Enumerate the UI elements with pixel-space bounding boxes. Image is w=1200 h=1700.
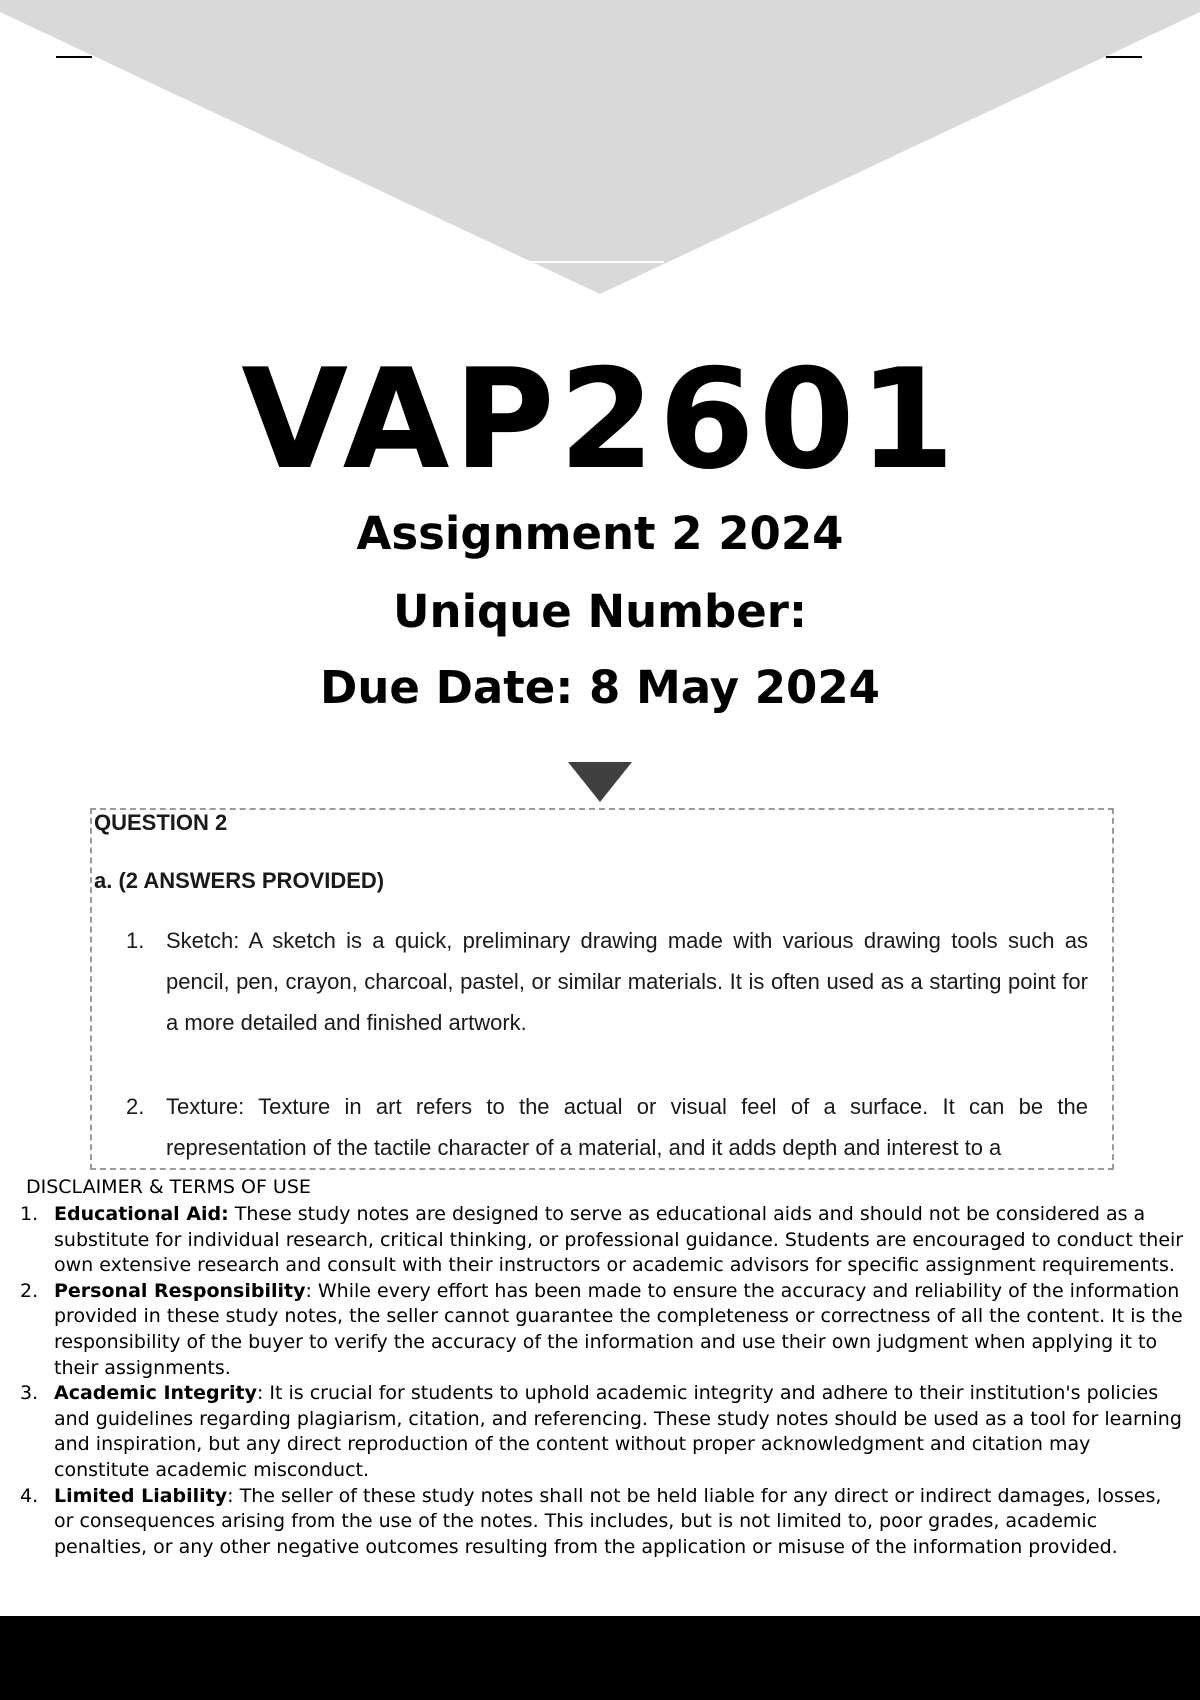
- due-date-label: Due Date: 8 May 2024: [320, 661, 880, 714]
- answer-number: 1.: [126, 928, 145, 953]
- corner-mark-right: [1106, 56, 1142, 58]
- bottom-black-bar: [0, 1616, 1200, 1700]
- corner-mark-left: [56, 56, 92, 58]
- answer-text: Sketch: A sketch is a quick, preliminary drawing made with various drawing tools such as pencil, pen, crayon, charcoal, pastel, or similar materials. It is often used as a starting point for a more detailed and finished artwork.: [166, 928, 1088, 1035]
- question-preview-box: [90, 808, 1114, 1170]
- disclaimer-item-text: : It is crucial for students to uphold academic integrity and adhere to their institution's policies and guidelines regarding plagiarism, citation, and referencing. These study notes should be used as a tool for learning and inspiration, but any direct reproduction of the content without proper acknowledgment and citation may constitute academic misconduct.: [54, 1382, 1182, 1481]
- answer-item: [126, 920, 1088, 1043]
- answer-number: 2.: [126, 1094, 145, 1119]
- assignment-subtitle: Assignment 2 2024: [356, 507, 844, 560]
- disclaimer-item-number: 1.: [20, 1203, 39, 1225]
- disclaimer-item-label: Limited Liability: [54, 1484, 228, 1507]
- disclaimer-item-number: 4.: [20, 1484, 39, 1507]
- disclaimer-item-text: These study notes are designed to serve as educational aids and should not be considered as a substitute for individual research, critical thinking, or professional guidance. Students are encouraged to conduct their own extensive research and consult with their instructors or academic advisors for specific assignment requirements.: [54, 1203, 1184, 1277]
- disclaimer-item-label: Academic Integrity: [54, 1382, 257, 1405]
- disclaimer-list: [18, 1202, 1186, 1560]
- disclaimer-item-text: : While every effort has been made to ensure the accuracy and reliability of the information provided in these study notes, the seller cannot guarantee the completeness or correctness of all the content. It is the responsibility of the buyer to verify the accuracy of the information and use their own judgment when applying it to their assignments.: [54, 1279, 1183, 1379]
- disclaimer-item-number: 2.: [20, 1279, 39, 1302]
- cover-chevron-shape: [0, 0, 1200, 300]
- question-title: QUESTION 2: [94, 810, 228, 835]
- answer-text: Texture: Texture in art refers to the actual or visual feel of a surface. It can be the representation of the tactile character of a material, and it adds depth and interest to a: [166, 1094, 1088, 1160]
- down-triangle-icon: [568, 762, 632, 802]
- disclaimer-item: [18, 1279, 1186, 1381]
- course-code-title: VAP2601: [241, 339, 959, 500]
- disclaimer-title: DISCLAIMER & TERMS OF USE: [26, 1176, 311, 1198]
- disclaimer-item-label: Educational Aid:: [54, 1203, 229, 1225]
- disclaimer-item-text: : The seller of these study notes shall not be held liable for any direct or indirect damages, losses, or consequences arising from the use of the notes. This includes, but is not limited to, poor grades, academic penalties, or any other negative outcomes resulting from the application or misuse of the information provided.: [54, 1484, 1162, 1558]
- chevron-band: [0, 0, 1200, 294]
- disclaimer-item: [18, 1381, 1186, 1483]
- disclaimer-item: [18, 1202, 1186, 1279]
- disclaimer-item-label: Personal Responsibility: [54, 1279, 306, 1302]
- disclaimer-item: [18, 1484, 1186, 1561]
- answer-item: [126, 1086, 1088, 1168]
- disclaimer-item-number: 3.: [20, 1382, 39, 1405]
- question-part-heading: a. (2 ANSWERS PROVIDED): [94, 868, 385, 893]
- unique-number-label: Unique Number:: [393, 585, 807, 638]
